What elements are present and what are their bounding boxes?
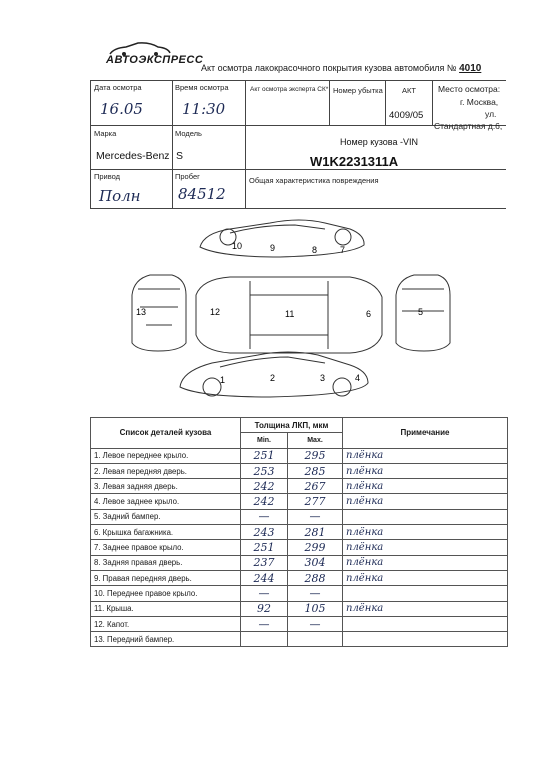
min-value <box>241 632 288 647</box>
col-min-header: Min. <box>241 433 288 448</box>
min-value: 251 <box>241 540 288 555</box>
max-value: 295 <box>288 448 343 463</box>
part-name: 13. Передний бампер. <box>91 632 241 647</box>
act-label: АКТ <box>402 86 416 95</box>
note-value: плёнка <box>343 540 508 555</box>
max-value: — <box>288 616 343 631</box>
mileage-value: 84512 <box>178 185 226 203</box>
table-row <box>91 463 508 478</box>
place-label: Место осмотра: <box>438 84 501 94</box>
table-row <box>91 601 508 616</box>
vin-label: Номер кузова -VIN <box>340 137 418 147</box>
min-value: 244 <box>241 570 288 585</box>
max-value: 277 <box>288 494 343 509</box>
note-value <box>343 586 508 601</box>
col-parts-header: Список деталей кузова <box>91 418 241 449</box>
note-value <box>343 632 508 647</box>
min-value: 242 <box>241 494 288 509</box>
parts-table <box>90 417 508 647</box>
brand-label: Марка <box>94 129 117 138</box>
max-value: 105 <box>288 601 343 616</box>
part-name: 12. Капот. <box>91 616 241 631</box>
drive-value: Полн <box>99 187 141 205</box>
part-name: 7. Заднее правое крыло. <box>91 540 241 555</box>
min-value: 237 <box>241 555 288 570</box>
part-name: 6. Крышка багажника. <box>91 525 241 540</box>
place-line1: г. Москва, <box>460 97 499 107</box>
note-value <box>343 616 508 631</box>
max-value: 288 <box>288 570 343 585</box>
table-row <box>91 632 508 647</box>
part-name: 5. Задний бампер. <box>91 509 241 524</box>
min-value: — <box>241 509 288 524</box>
min-value: 251 <box>241 448 288 463</box>
drive-label: Привод <box>94 172 121 181</box>
col-note-header: Примечание <box>343 418 508 449</box>
min-value: 243 <box>241 525 288 540</box>
note-value <box>343 509 508 524</box>
max-value: 281 <box>288 525 343 540</box>
table-row <box>91 479 508 494</box>
diagram-number-3: 3 <box>320 373 326 383</box>
model-value: S <box>176 150 184 162</box>
part-name: 11. Крыша. <box>91 601 241 616</box>
table-row <box>91 555 508 570</box>
part-name: 3. Левая задняя дверь. <box>91 479 241 494</box>
note-value: плёнка <box>343 570 508 585</box>
time-label: Время осмотра <box>175 83 229 92</box>
model-label: Модель <box>175 129 202 138</box>
max-value: 285 <box>288 463 343 478</box>
note-value: плёнка <box>343 555 508 570</box>
diagram-number-1: 1 <box>220 375 226 385</box>
table-row <box>91 494 508 509</box>
part-name: 8. Задняя правая дверь. <box>91 555 241 570</box>
note-value: плёнка <box>343 479 508 494</box>
table-row <box>91 570 508 585</box>
act-number: 4010 <box>459 63 482 74</box>
part-name: 10. Переднее правое крыло. <box>91 586 241 601</box>
diagram-number-7: 7 <box>340 245 346 255</box>
min-value: — <box>241 586 288 601</box>
max-value: — <box>288 509 343 524</box>
min-value: 253 <box>241 463 288 478</box>
max-value: 304 <box>288 555 343 570</box>
table-row <box>91 509 508 524</box>
max-value <box>288 632 343 647</box>
max-value: 299 <box>288 540 343 555</box>
diagram-number-8: 8 <box>312 245 318 255</box>
table-row <box>91 540 508 555</box>
mileage-label: Пробег <box>175 172 200 181</box>
logo-text: АВТОЭКСПРЕСС <box>106 54 204 66</box>
place-line3: Стандартная д.6, <box>434 121 503 131</box>
part-name: 9. Правая передняя дверь. <box>91 570 241 585</box>
min-value: 92 <box>241 601 288 616</box>
note-value: плёнка <box>343 463 508 478</box>
max-value: 267 <box>288 479 343 494</box>
max-value: — <box>288 586 343 601</box>
min-value: — <box>241 616 288 631</box>
diagram-number-4: 4 <box>355 373 361 383</box>
diagram-number-2: 2 <box>270 373 276 383</box>
damage-label: Общая характеристика повреждения <box>249 176 379 185</box>
note-value: плёнка <box>343 601 508 616</box>
date-label: Дата осмотра <box>94 83 142 92</box>
diagram-number-11: 11 <box>285 309 295 319</box>
loss-label: Номер убытка <box>333 86 383 95</box>
expert-label: Акт осмотра эксперта СК* <box>250 86 329 93</box>
col-thickness-header: Толщина ЛКП, мкм <box>241 418 343 433</box>
part-name: 1. Левое переднее крыло. <box>91 448 241 463</box>
note-value: плёнка <box>343 525 508 540</box>
part-name: 4. Левое заднее крыло. <box>91 494 241 509</box>
brand-value: Mercedes-Benz <box>96 150 170 162</box>
diagram-number-5: 5 <box>418 307 424 317</box>
diagram-number-9: 9 <box>270 243 276 253</box>
table-row <box>91 448 508 463</box>
note-value: плёнка <box>343 448 508 463</box>
table-row <box>91 586 508 601</box>
table-row <box>91 525 508 540</box>
diagram-number-10: 10 <box>232 241 243 251</box>
col-max-header: Max. <box>288 433 343 448</box>
title-text: Акт осмотра лакокрасочного покрытия кузова автомобиля № <box>201 63 457 73</box>
diagram-number-13: 13 <box>136 307 147 317</box>
car-diagram <box>120 215 460 415</box>
time-value: 11:30 <box>182 100 226 118</box>
min-value: 242 <box>241 479 288 494</box>
diagram-number-12: 12 <box>210 307 221 317</box>
document-title <box>201 63 481 74</box>
part-name: 2. Левая передняя дверь. <box>91 463 241 478</box>
date-value: 16.05 <box>100 100 143 118</box>
vin-value: W1K2231311A <box>310 154 399 169</box>
diagram-number-6: 6 <box>366 309 372 319</box>
act-value: 4009/05 <box>389 110 424 121</box>
place-line2: ул. <box>485 109 497 119</box>
table-row <box>91 616 508 631</box>
note-value: плёнка <box>343 494 508 509</box>
